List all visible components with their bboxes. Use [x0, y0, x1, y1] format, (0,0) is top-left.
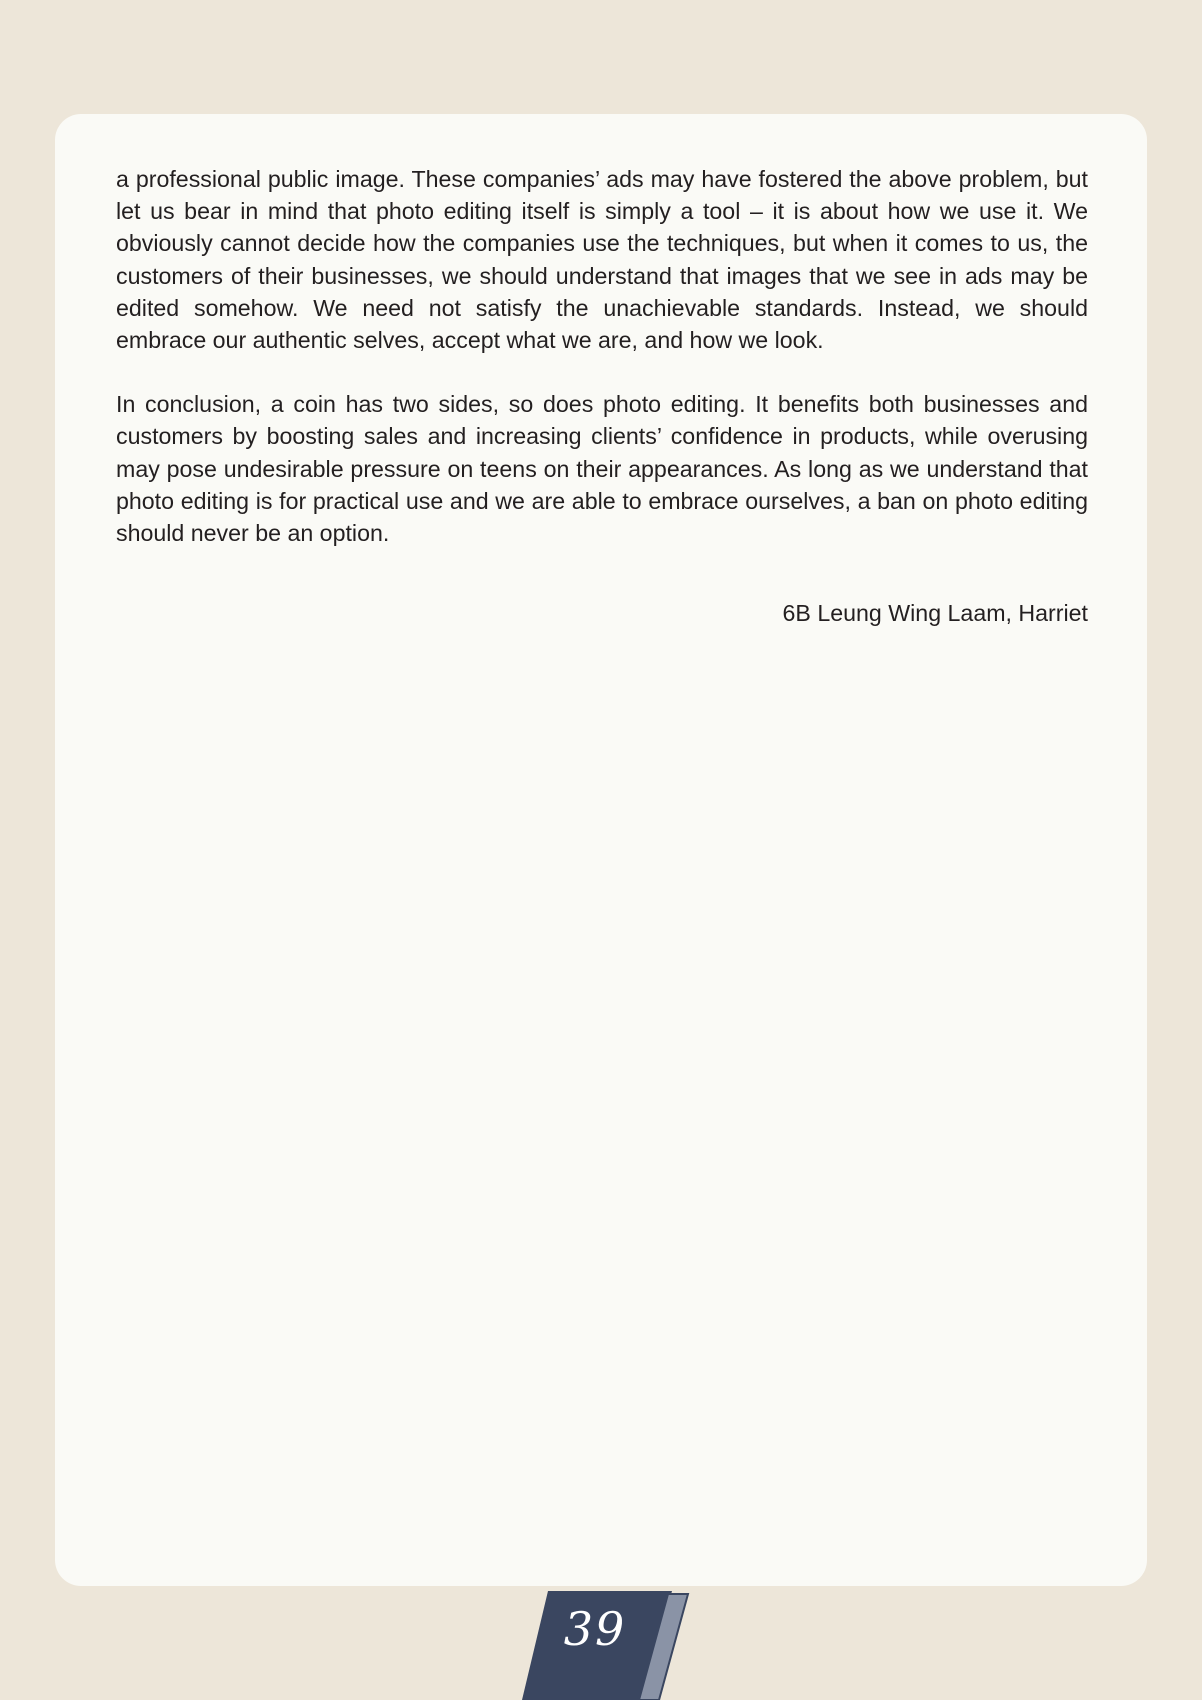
page-number: 39 [563, 1602, 627, 1656]
paragraph-1: a professional public image. These companies’ ads may have fostered the above problem, but let us bear in mind that photo editing itself is simply a tool – it is about how we use it. We obviously cannot decide how the companies use the techniques, but when it comes to us, the customers of their businesses, we should understand that images that we see in ads may be edited somehow. We need not satisfy the unachievable standards. Instead, we should embrace our authentic selves, accept what we are, and how we look. [116, 166, 1088, 354]
page-number-tab [520, 1591, 690, 1700]
article-body [116, 163, 1088, 629]
paragraph-2: In conclusion, a coin has two sides, so does photo editing. It benefits both businesses and customers by boosting sales and increasing clients’ confidence in products, while overusing may pose undesirable pressure on teens on their appearances. As long as we understand that photo editing is for practical use and we are able to embrace ourselves, a ban on photo editing should never be an option. [116, 391, 1088, 547]
author-signature: 6B Leung Wing Laam, Harriet [782, 600, 1088, 627]
